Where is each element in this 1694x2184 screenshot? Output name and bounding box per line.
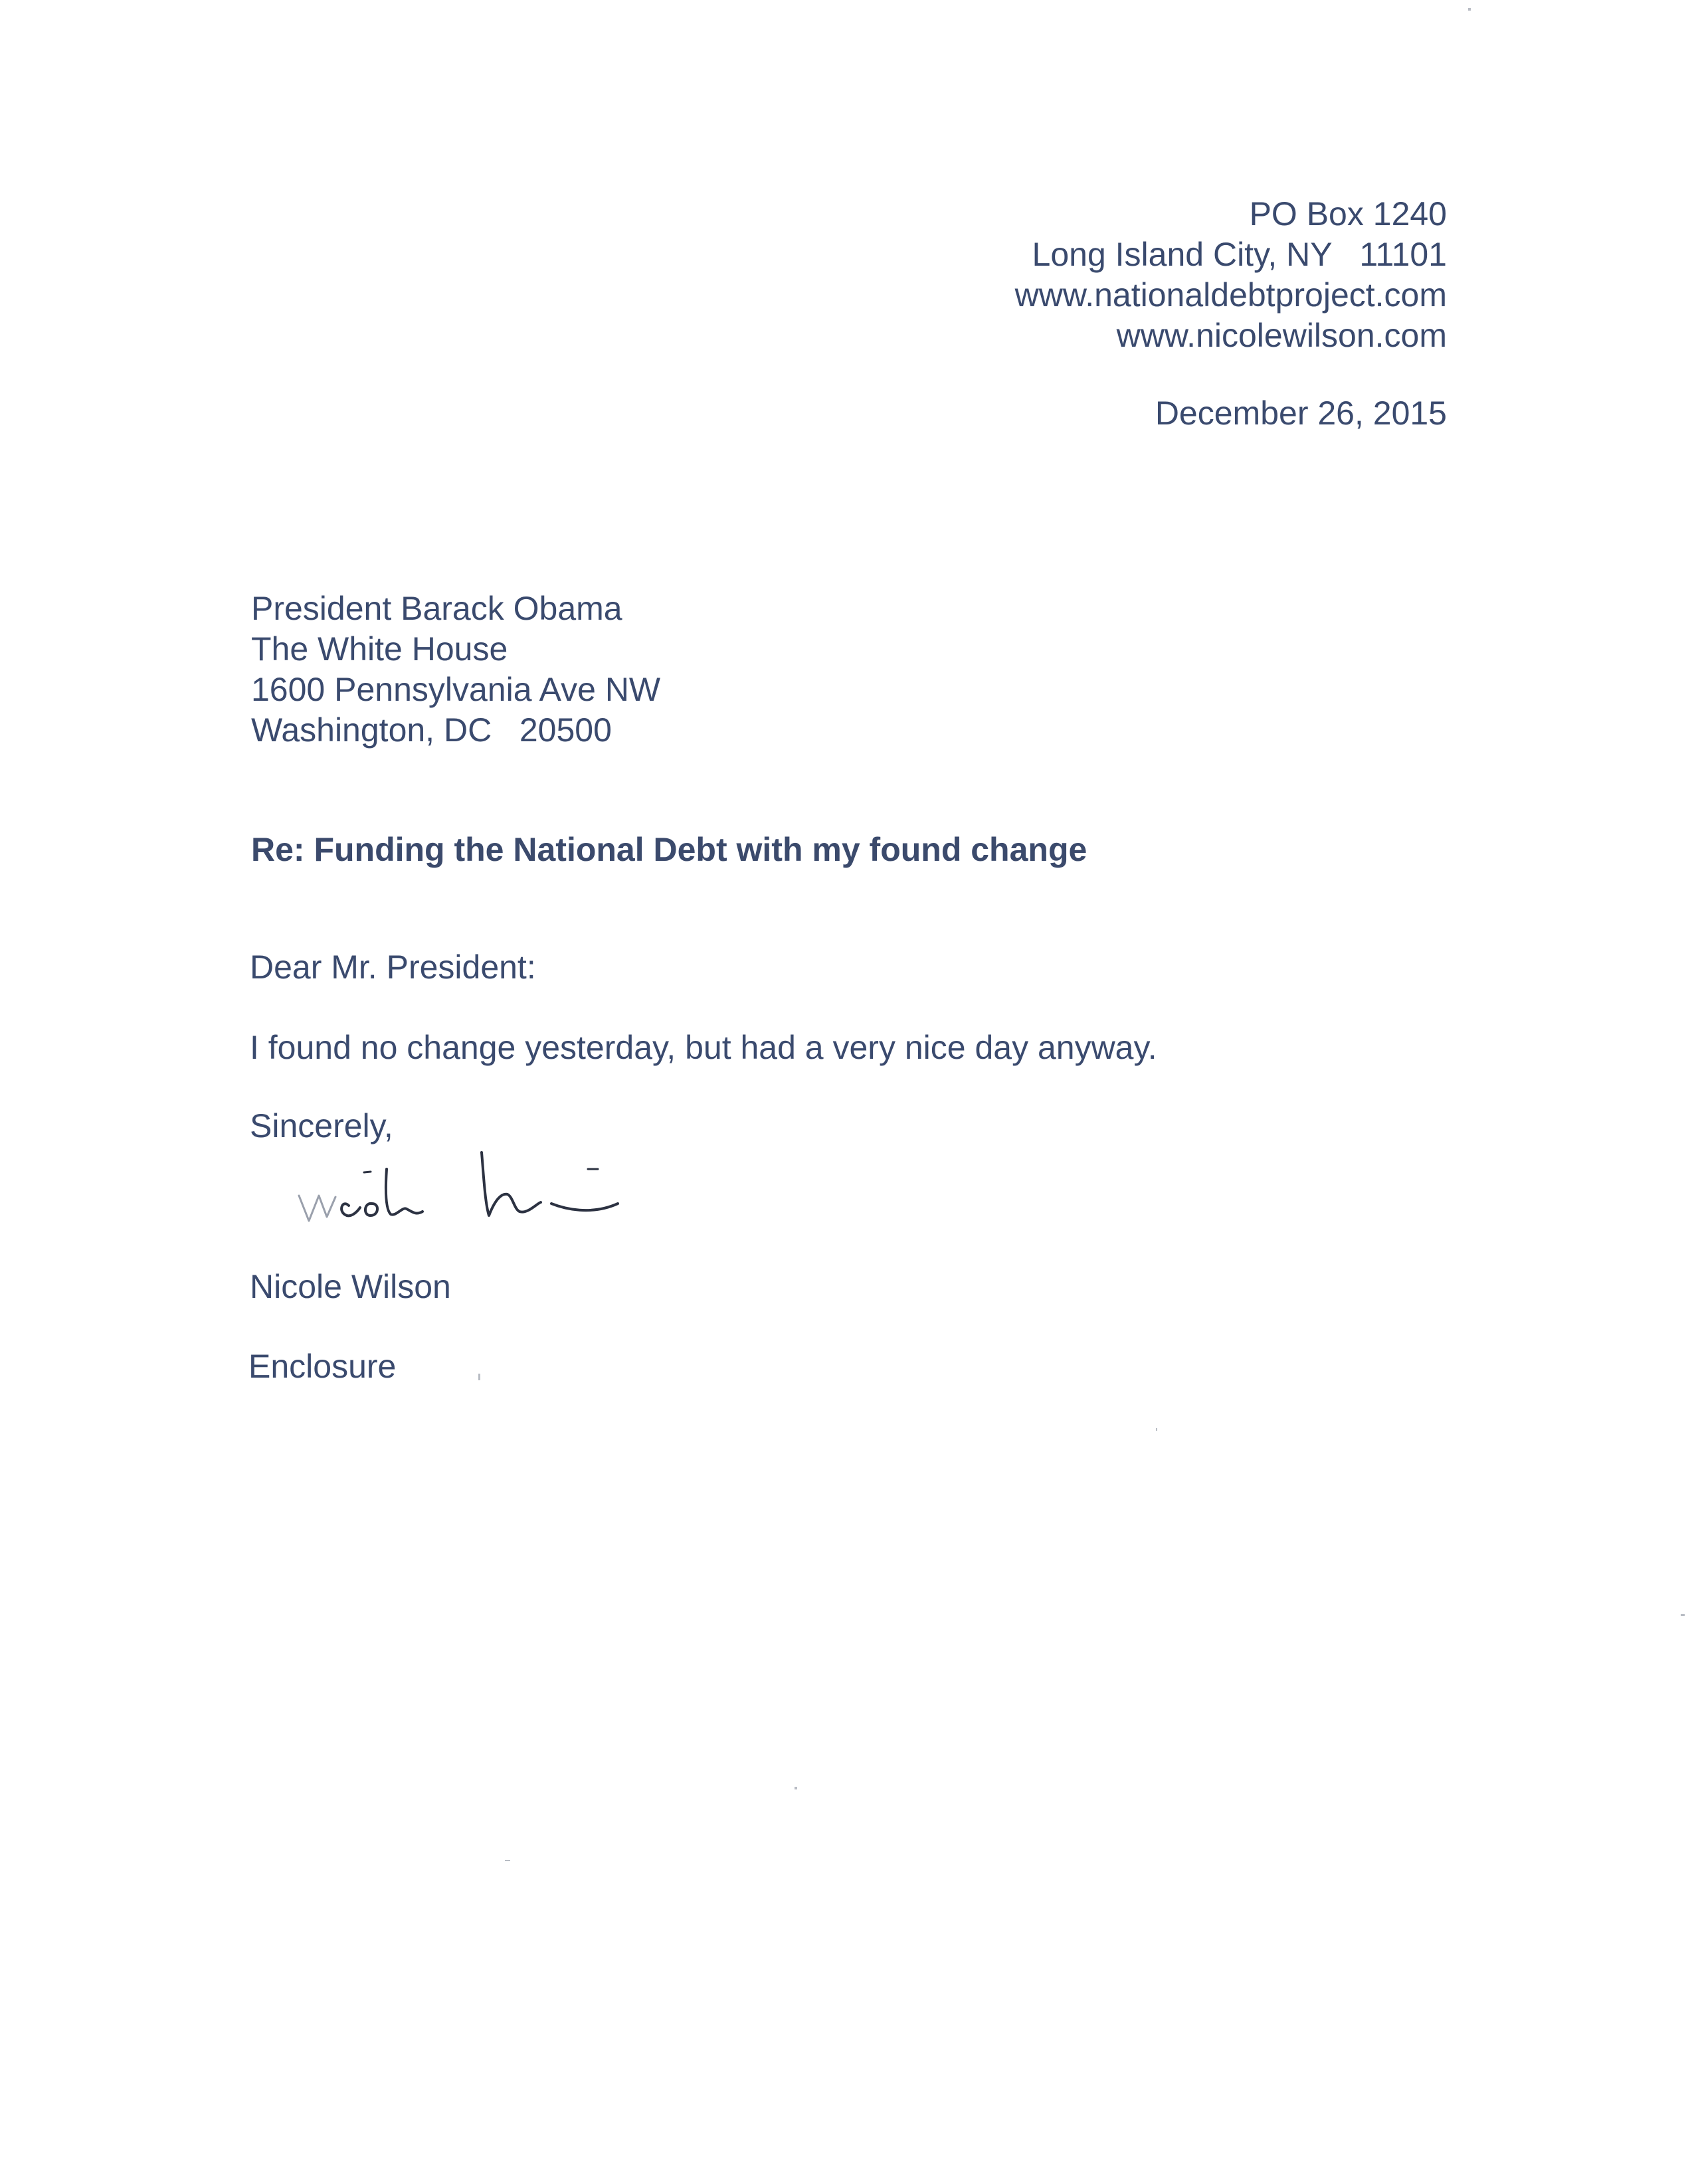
letter-body: I found no change yesterday, but had a very nice day anyway. [250,1029,1157,1066]
recipient-city-line: Washington, DC 20500 [251,711,612,749]
sender-address-block [1015,194,1447,356]
scan-speck [505,1860,510,1861]
scan-speck [1468,8,1471,11]
sender-city-line: Long Island City, NY 11101 [1032,236,1447,273]
recipient-street: 1600 Pennsylvania Ave NW [251,671,661,708]
recipient-address-block [251,589,660,751]
sender-website-personal: www.nicolewilson.com [1116,317,1447,354]
signer-name: Nicole Wilson [250,1268,451,1305]
handwritten-signature [286,1142,631,1229]
scan-speck [1681,1614,1685,1616]
closing: Sincerely, [250,1107,393,1144]
scan-speck [795,1787,797,1789]
enclosure-note: Enclosure [248,1348,397,1385]
subject-line: Re: Funding the National Debt with my found change [251,831,1087,868]
scan-speck [1156,1428,1157,1431]
sender-website-debt-project: www.nationaldebtproject.com [1014,276,1447,314]
recipient-name: President Barack Obama [251,590,622,627]
scan-speck [478,1374,480,1380]
sender-po-box: PO Box 1240 [1249,195,1447,232]
recipient-organization: The White House [251,630,508,668]
letter-date: December 26, 2015 [1155,395,1447,432]
salutation: Dear Mr. President: [250,949,536,986]
